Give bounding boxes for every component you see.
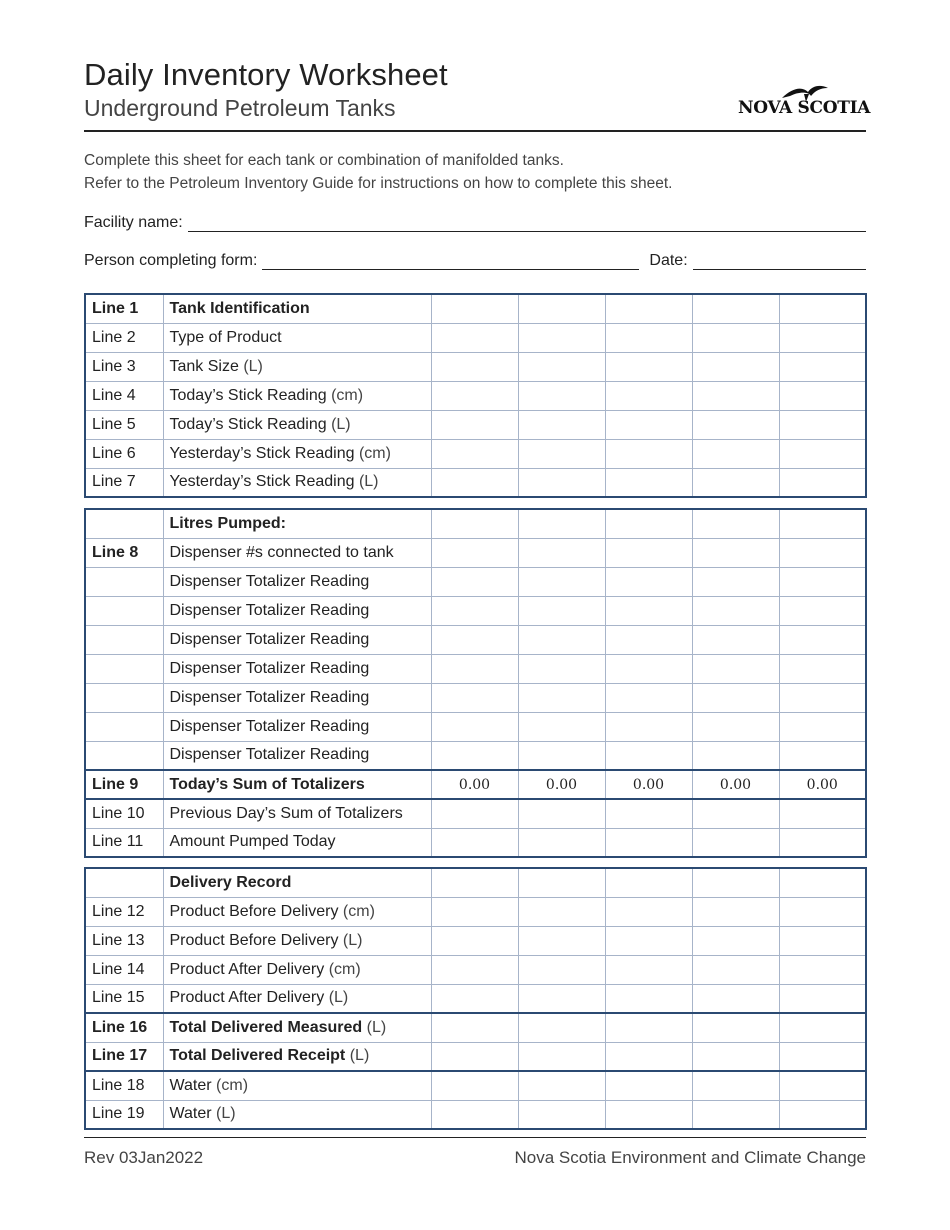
row-description xyxy=(163,1013,431,1042)
entry-cell[interactable] xyxy=(692,352,779,381)
row-description-text: Water xyxy=(169,1076,212,1094)
entry-cell[interactable] xyxy=(605,294,692,323)
row-description-text: Today’s Stick Reading xyxy=(169,415,327,433)
entry-cell[interactable] xyxy=(692,625,779,654)
entry-cell[interactable] xyxy=(692,468,779,497)
entry-cell[interactable] xyxy=(692,799,779,828)
entry-cell[interactable] xyxy=(605,468,692,497)
row-description xyxy=(163,381,431,410)
line-number: Line 4 xyxy=(85,381,163,410)
table-row xyxy=(85,683,866,712)
entry-cell[interactable] xyxy=(692,567,779,596)
line-number xyxy=(85,509,163,538)
row-description xyxy=(163,538,431,567)
line-number xyxy=(85,712,163,741)
entry-cell[interactable] xyxy=(692,596,779,625)
line-number: Line 12 xyxy=(85,897,163,926)
entry-cell[interactable] xyxy=(779,410,866,439)
row-description xyxy=(163,897,431,926)
entry-cell[interactable] xyxy=(605,567,692,596)
row-unit: (L) xyxy=(328,989,349,1007)
row-description-text: Previous Day’s Sum of Totalizers xyxy=(169,804,403,822)
section-heading-row xyxy=(85,868,866,897)
row-description xyxy=(163,712,431,741)
line-number: Line 16 xyxy=(85,1013,163,1042)
entry-cell[interactable] xyxy=(692,439,779,468)
blank-cell xyxy=(431,868,518,897)
row-description-text: Amount Pumped Today xyxy=(169,833,336,851)
entry-cell[interactable] xyxy=(605,410,692,439)
table-row xyxy=(85,1100,866,1129)
line-number: Line 19 xyxy=(85,1100,163,1129)
row-description-text: Today’s Stick Reading xyxy=(169,386,327,404)
line-number: Line 1 xyxy=(85,294,163,323)
date-field[interactable] xyxy=(693,256,866,270)
table-row xyxy=(85,897,866,926)
line-number xyxy=(85,596,163,625)
person-completing-label: Person completing form: xyxy=(84,252,258,269)
row-unit: (cm) xyxy=(358,444,391,462)
intro-line-2: Refer to the Petroleum Inventory Guide for instructions on how to complete this sheet. xyxy=(84,175,673,192)
sum-value: 0.00 xyxy=(692,770,779,799)
entry-cell[interactable] xyxy=(518,799,605,828)
entry-cell[interactable] xyxy=(518,381,605,410)
row-description-text: Dispenser Totalizer Reading xyxy=(169,688,370,706)
entry-cell[interactable] xyxy=(692,1042,779,1071)
entry-cell[interactable] xyxy=(605,352,692,381)
table-row xyxy=(85,926,866,955)
entry-cell[interactable] xyxy=(605,683,692,712)
row-unit: (L) xyxy=(342,931,363,949)
entry-cell[interactable] xyxy=(692,683,779,712)
line-number: Line 7 xyxy=(85,468,163,497)
entry-cell[interactable] xyxy=(431,984,518,1013)
row-description-text: Product After Delivery xyxy=(169,960,325,978)
entry-cell[interactable] xyxy=(692,654,779,683)
blank-cell xyxy=(605,868,692,897)
row-description xyxy=(163,1042,431,1071)
table-row xyxy=(85,439,866,468)
table-row xyxy=(85,323,866,352)
row-description xyxy=(163,294,431,323)
page-subtitle: Underground Petroleum Tanks xyxy=(84,95,396,121)
entry-cell[interactable] xyxy=(692,381,779,410)
table-row xyxy=(85,596,866,625)
entry-cell[interactable] xyxy=(518,712,605,741)
line-number xyxy=(85,868,163,897)
line-number: Line 18 xyxy=(85,1071,163,1100)
row-description xyxy=(163,596,431,625)
line-number: Line 13 xyxy=(85,926,163,955)
entry-cell[interactable] xyxy=(431,828,518,857)
row-description-text: Product Before Delivery xyxy=(169,931,339,949)
table-row xyxy=(85,352,866,381)
row-description xyxy=(163,352,431,381)
row-description xyxy=(163,439,431,468)
entry-cell[interactable] xyxy=(779,1071,866,1100)
entry-cell[interactable] xyxy=(431,625,518,654)
entry-cell[interactable] xyxy=(518,323,605,352)
row-description xyxy=(163,770,431,799)
facility-name-label: Facility name: xyxy=(84,214,183,231)
entry-cell[interactable] xyxy=(518,410,605,439)
litres-pumped-table xyxy=(84,508,867,858)
entry-cell[interactable] xyxy=(692,955,779,984)
row-unit: (cm) xyxy=(216,1076,249,1094)
entry-cell[interactable] xyxy=(431,538,518,567)
entry-cell[interactable] xyxy=(518,683,605,712)
entry-cell[interactable] xyxy=(431,799,518,828)
row-description-text: Product After Delivery xyxy=(169,989,325,1007)
entry-cell[interactable] xyxy=(779,741,866,770)
row-description xyxy=(163,828,431,857)
row-description-text: Total Delivered Receipt xyxy=(169,1047,346,1065)
entry-cell[interactable] xyxy=(692,1071,779,1100)
nova-scotia-logo xyxy=(738,82,871,122)
entry-cell[interactable] xyxy=(431,712,518,741)
line-number xyxy=(85,654,163,683)
entry-cell[interactable] xyxy=(779,323,866,352)
line-number: Line 9 xyxy=(85,770,163,799)
blank-cell xyxy=(692,868,779,897)
entry-cell[interactable] xyxy=(431,1071,518,1100)
entry-cell[interactable] xyxy=(779,1042,866,1071)
entry-cell[interactable] xyxy=(518,955,605,984)
entry-cell[interactable] xyxy=(431,741,518,770)
row-description xyxy=(163,955,431,984)
row-description-text: Total Delivered Measured xyxy=(169,1018,363,1036)
entry-cell[interactable] xyxy=(692,828,779,857)
row-unit: (cm) xyxy=(342,902,375,920)
entry-cell[interactable] xyxy=(779,439,866,468)
entry-cell[interactable] xyxy=(518,625,605,654)
entry-cell[interactable] xyxy=(431,683,518,712)
sum-value: 0.00 xyxy=(431,770,518,799)
sum-value: 0.00 xyxy=(605,770,692,799)
entry-cell[interactable] xyxy=(605,828,692,857)
entry-cell[interactable] xyxy=(692,741,779,770)
facility-name-row xyxy=(84,214,866,232)
entry-cell[interactable] xyxy=(605,323,692,352)
row-description xyxy=(163,683,431,712)
entry-cell[interactable] xyxy=(692,538,779,567)
entry-cell[interactable] xyxy=(779,799,866,828)
line-number: Line 3 xyxy=(85,352,163,381)
row-description xyxy=(163,323,431,352)
entry-cell[interactable] xyxy=(431,410,518,439)
row-description xyxy=(163,926,431,955)
sum-value: 0.00 xyxy=(779,770,866,799)
blank-cell xyxy=(431,509,518,538)
blank-cell xyxy=(779,868,866,897)
row-description-text: Yesterday’s Stick Reading xyxy=(169,444,355,462)
line-number xyxy=(85,625,163,654)
entry-cell[interactable] xyxy=(779,567,866,596)
entry-cell[interactable] xyxy=(779,926,866,955)
blank-cell xyxy=(518,868,605,897)
intro-text xyxy=(84,149,672,195)
entry-cell[interactable] xyxy=(431,596,518,625)
entry-cell[interactable] xyxy=(779,828,866,857)
entry-cell[interactable] xyxy=(779,294,866,323)
department-label: Nova Scotia Environment and Climate Change xyxy=(514,1148,866,1167)
entry-cell[interactable] xyxy=(518,828,605,857)
header-divider xyxy=(84,130,866,132)
entry-cell[interactable] xyxy=(779,381,866,410)
entry-cell[interactable] xyxy=(518,1071,605,1100)
entry-cell[interactable] xyxy=(779,984,866,1013)
table-row xyxy=(85,984,866,1013)
table-row xyxy=(85,294,866,323)
entry-cell[interactable] xyxy=(605,955,692,984)
table-row xyxy=(85,654,866,683)
entry-cell[interactable] xyxy=(431,352,518,381)
entry-cell[interactable] xyxy=(605,741,692,770)
entry-cell[interactable] xyxy=(431,955,518,984)
entry-cell[interactable] xyxy=(431,381,518,410)
row-unit: (L) xyxy=(216,1105,236,1123)
entry-cell[interactable] xyxy=(779,352,866,381)
row-unit: (L) xyxy=(243,357,263,375)
blank-cell xyxy=(518,509,605,538)
line-number: Line 10 xyxy=(85,799,163,828)
entry-cell[interactable] xyxy=(779,1013,866,1042)
date-label: Date: xyxy=(649,252,688,269)
entry-cell[interactable] xyxy=(692,323,779,352)
person-completing-field[interactable] xyxy=(262,256,639,270)
row-unit: (L) xyxy=(349,1047,370,1065)
entry-cell[interactable] xyxy=(605,1042,692,1071)
entry-cell[interactable] xyxy=(779,654,866,683)
table-row xyxy=(85,712,866,741)
entry-cell[interactable] xyxy=(779,1100,866,1129)
entry-cell[interactable] xyxy=(605,538,692,567)
entry-cell[interactable] xyxy=(692,294,779,323)
row-description-text: Type of Product xyxy=(169,328,282,346)
row-description-text: Dispenser Totalizer Reading xyxy=(169,630,370,648)
entry-cell[interactable] xyxy=(692,984,779,1013)
row-unit: (L) xyxy=(331,415,351,433)
row-unit: (cm) xyxy=(328,960,361,978)
entry-cell[interactable] xyxy=(518,1042,605,1071)
entry-cell[interactable] xyxy=(605,1100,692,1129)
entry-cell[interactable] xyxy=(431,1013,518,1042)
entry-cell[interactable] xyxy=(605,596,692,625)
line-number xyxy=(85,683,163,712)
line-number xyxy=(85,567,163,596)
row-unit: (L) xyxy=(358,473,379,491)
entry-cell[interactable] xyxy=(692,897,779,926)
line-number: Line 15 xyxy=(85,984,163,1013)
table-row xyxy=(85,1013,866,1042)
entry-cell[interactable] xyxy=(605,625,692,654)
entry-cell[interactable] xyxy=(518,897,605,926)
entry-cell[interactable] xyxy=(518,741,605,770)
row-description xyxy=(163,410,431,439)
row-description-text: Tank Identification xyxy=(169,299,310,317)
table-row xyxy=(85,381,866,410)
table-row xyxy=(85,1071,866,1100)
entry-cell[interactable] xyxy=(605,799,692,828)
row-unit: (cm) xyxy=(331,386,364,404)
entry-cell[interactable] xyxy=(518,596,605,625)
line-number: Line 11 xyxy=(85,828,163,857)
row-description xyxy=(163,984,431,1013)
entry-cell[interactable] xyxy=(605,712,692,741)
entry-cell[interactable] xyxy=(431,323,518,352)
row-description xyxy=(163,799,431,828)
blank-cell xyxy=(779,509,866,538)
entry-cell[interactable] xyxy=(518,926,605,955)
facility-name-field[interactable] xyxy=(188,218,866,232)
entry-cell[interactable] xyxy=(692,410,779,439)
entry-cell[interactable] xyxy=(431,567,518,596)
row-description-text: Dispenser Totalizer Reading xyxy=(169,717,370,735)
table-row xyxy=(85,468,866,497)
intro-line-1: Complete this sheet for each tank or combination of manifolded tanks. xyxy=(84,152,564,169)
entry-cell[interactable] xyxy=(779,468,866,497)
entry-cell[interactable] xyxy=(431,1100,518,1129)
table-row xyxy=(85,567,866,596)
blank-cell xyxy=(605,509,692,538)
entry-cell[interactable] xyxy=(605,897,692,926)
row-description-text: Yesterday’s Stick Reading xyxy=(169,473,355,491)
entry-cell[interactable] xyxy=(779,538,866,567)
row-description-text: Dispenser Totalizer Reading xyxy=(169,659,370,677)
entry-cell[interactable] xyxy=(518,538,605,567)
entry-cell[interactable] xyxy=(605,1071,692,1100)
row-description xyxy=(163,1071,431,1100)
entry-cell[interactable] xyxy=(779,897,866,926)
litres-pumped-heading: Litres Pumped: xyxy=(163,509,431,538)
row-description-text: Today’s Sum of Totalizers xyxy=(169,775,365,793)
section-heading-row xyxy=(85,509,866,538)
row-description-text: Water xyxy=(169,1105,212,1123)
line-number: Line 8 xyxy=(85,538,163,567)
entry-cell[interactable] xyxy=(518,567,605,596)
row-description-text: Dispenser Totalizer Reading xyxy=(169,746,370,764)
entry-cell[interactable] xyxy=(518,984,605,1013)
line-number: Line 14 xyxy=(85,955,163,984)
entry-cell[interactable] xyxy=(605,984,692,1013)
entry-cell[interactable] xyxy=(779,955,866,984)
entry-cell[interactable] xyxy=(692,1100,779,1129)
table-row xyxy=(85,625,866,654)
entry-cell[interactable] xyxy=(605,654,692,683)
sum-value: 0.00 xyxy=(518,770,605,799)
entry-cell[interactable] xyxy=(518,1013,605,1042)
sum-totalizers-row xyxy=(85,770,866,799)
logo-wordmark: NOVA SCOTIA xyxy=(738,98,871,118)
blank-cell xyxy=(692,509,779,538)
entry-cell[interactable] xyxy=(779,596,866,625)
line-number: Line 5 xyxy=(85,410,163,439)
row-description xyxy=(163,468,431,497)
row-unit: (L) xyxy=(366,1018,387,1036)
entry-cell[interactable] xyxy=(605,439,692,468)
line-number: Line 6 xyxy=(85,439,163,468)
entry-cell[interactable] xyxy=(605,926,692,955)
entry-cell[interactable] xyxy=(518,439,605,468)
line-number: Line 17 xyxy=(85,1042,163,1071)
entry-cell[interactable] xyxy=(431,654,518,683)
entry-cell[interactable] xyxy=(779,625,866,654)
table-row xyxy=(85,1042,866,1071)
table-row xyxy=(85,955,866,984)
entry-cell[interactable] xyxy=(431,926,518,955)
row-description xyxy=(163,1100,431,1129)
entry-cell[interactable] xyxy=(431,897,518,926)
row-description-text: Dispenser Totalizer Reading xyxy=(169,572,370,590)
entry-cell[interactable] xyxy=(692,712,779,741)
table-row xyxy=(85,799,866,828)
tank-table xyxy=(84,293,867,498)
row-description xyxy=(163,741,431,770)
entry-cell[interactable] xyxy=(518,654,605,683)
entry-cell[interactable] xyxy=(605,1013,692,1042)
page-title: Daily Inventory Worksheet xyxy=(84,57,448,92)
entry-cell[interactable] xyxy=(518,1100,605,1129)
row-description-text: Tank Size xyxy=(169,357,239,375)
row-description-text: Dispenser Totalizer Reading xyxy=(169,601,370,619)
table-row xyxy=(85,410,866,439)
delivery-record-heading: Delivery Record xyxy=(163,868,431,897)
entry-cell[interactable] xyxy=(605,381,692,410)
entry-cell[interactable] xyxy=(431,1042,518,1071)
line-number: Line 2 xyxy=(85,323,163,352)
revision-label: Rev 03Jan2022 xyxy=(84,1148,204,1167)
row-description-text: Dispenser #s connected to tank xyxy=(169,543,394,561)
entry-cell[interactable] xyxy=(431,439,518,468)
entry-cell[interactable] xyxy=(431,468,518,497)
entry-cell[interactable] xyxy=(779,683,866,712)
table-row xyxy=(85,828,866,857)
entry-cell[interactable] xyxy=(431,294,518,323)
delivery-record-table xyxy=(84,867,867,1130)
row-description-text: Product Before Delivery xyxy=(169,902,339,920)
entry-cell[interactable] xyxy=(692,1013,779,1042)
footer-divider xyxy=(84,1137,866,1138)
line-number xyxy=(85,741,163,770)
row-description xyxy=(163,654,431,683)
entry-cell[interactable] xyxy=(518,468,605,497)
person-date-row xyxy=(84,252,866,270)
entry-cell[interactable] xyxy=(518,352,605,381)
entry-cell[interactable] xyxy=(692,926,779,955)
row-description xyxy=(163,625,431,654)
table-row xyxy=(85,741,866,770)
entry-cell[interactable] xyxy=(518,294,605,323)
table-row xyxy=(85,538,866,567)
entry-cell[interactable] xyxy=(779,712,866,741)
row-description xyxy=(163,567,431,596)
